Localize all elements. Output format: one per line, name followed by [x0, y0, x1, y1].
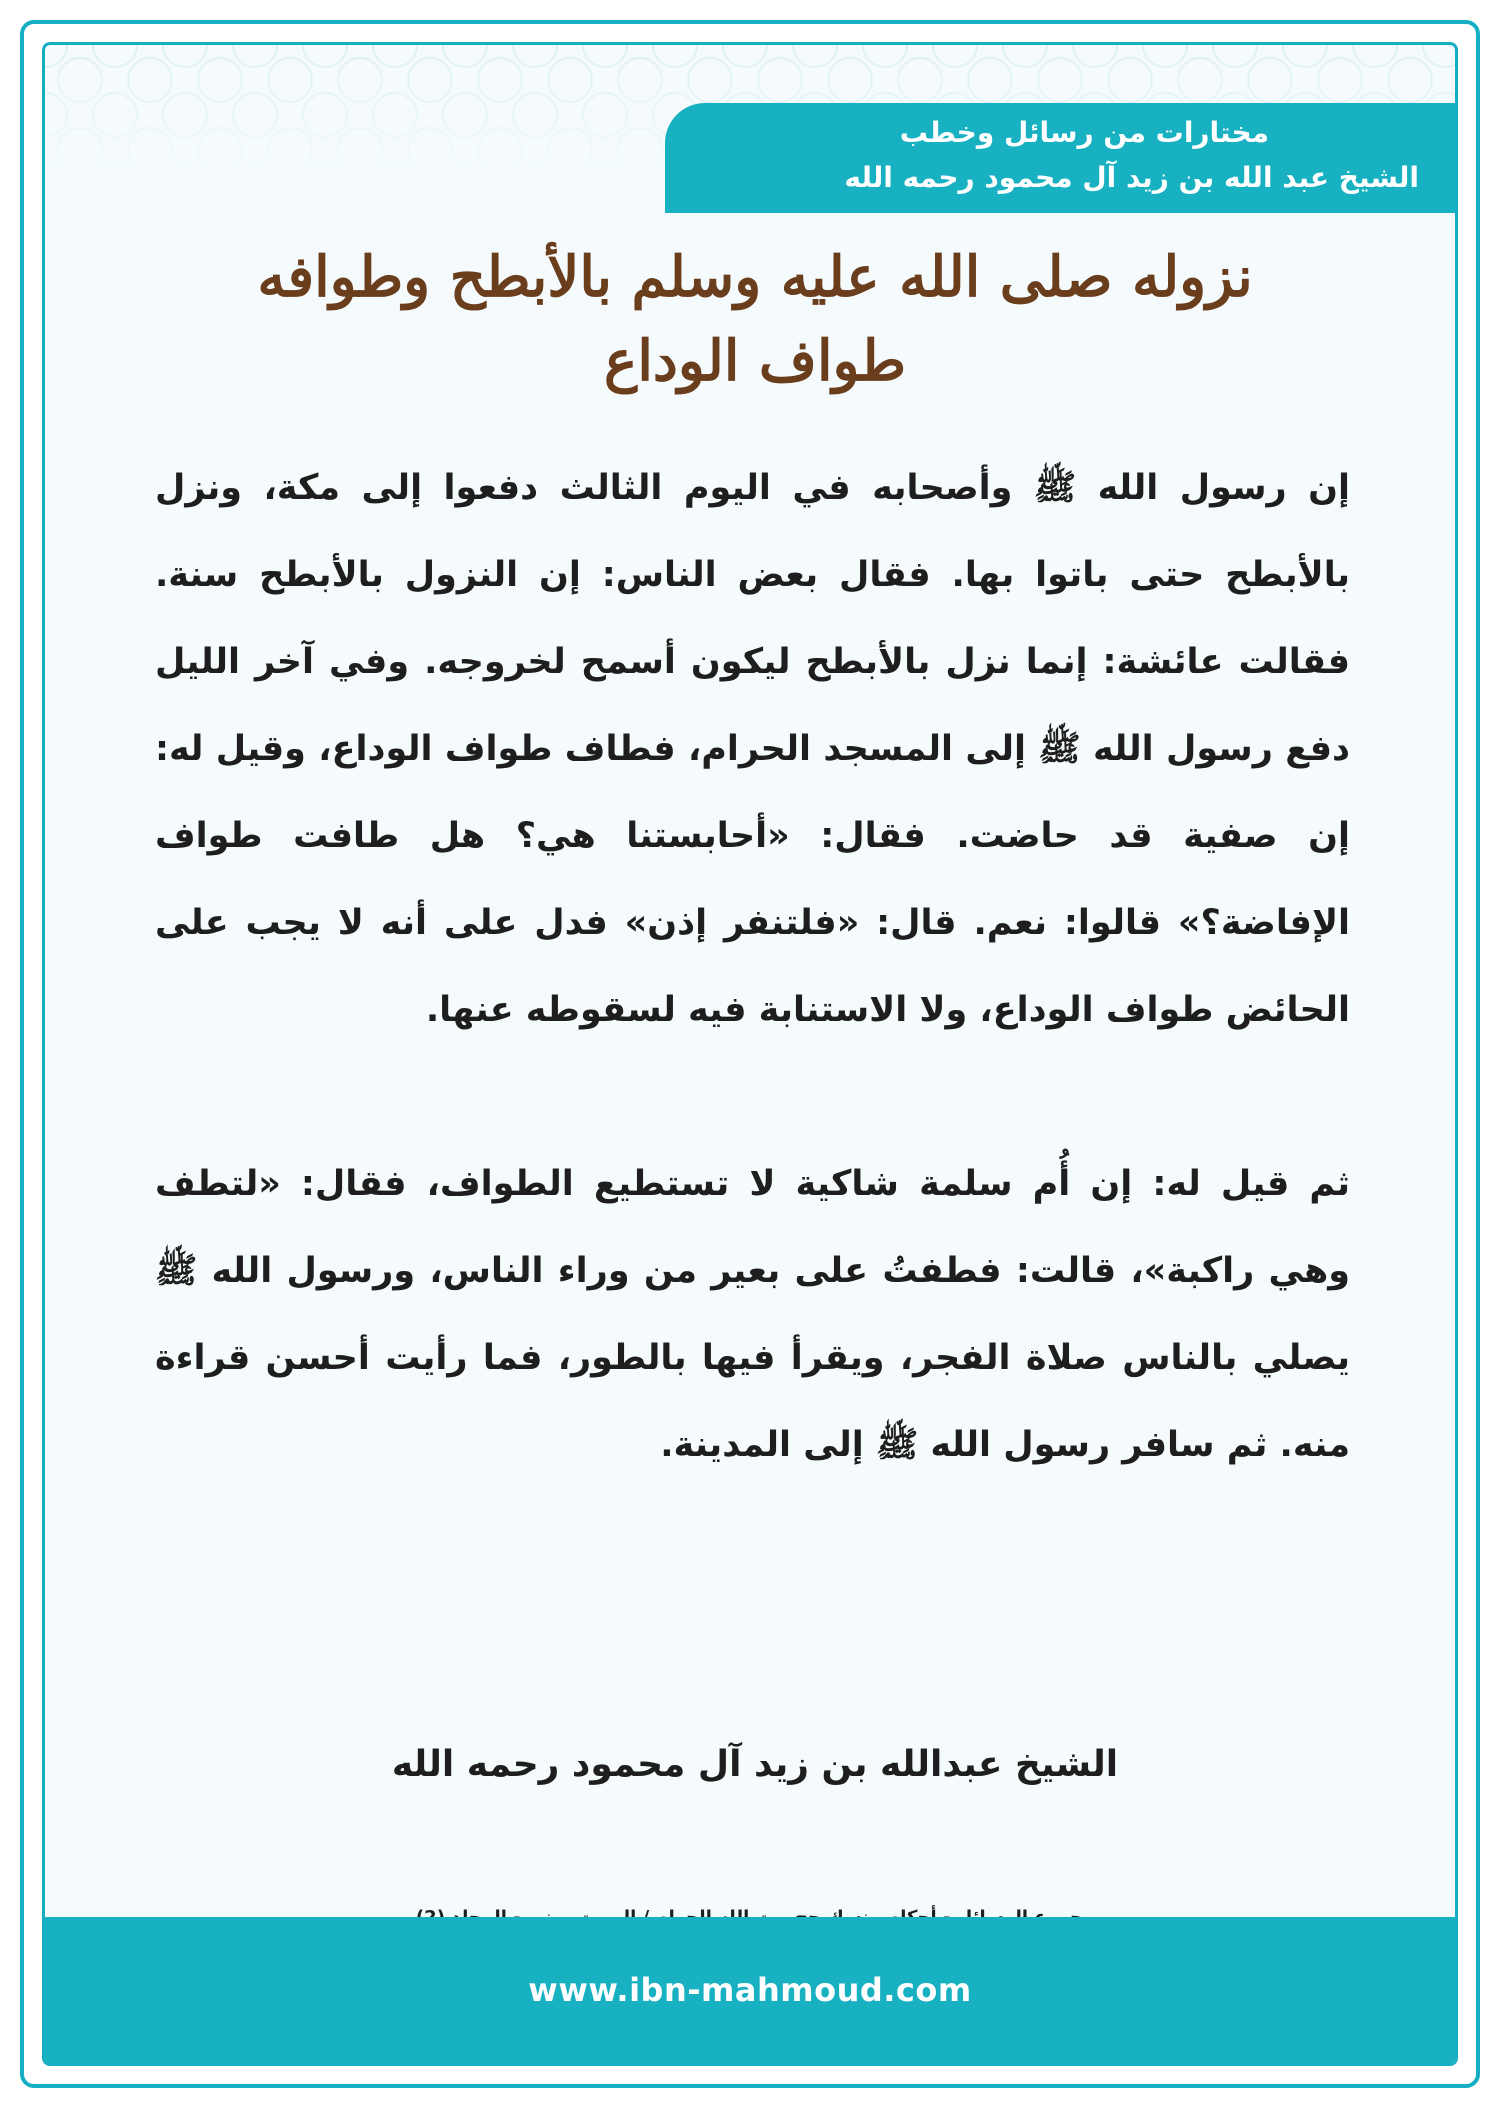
- author-signature: الشيخ عبدالله بن زيد آل محمود رحمه الله: [391, 1744, 1119, 1785]
- page-title: [105, 235, 1405, 403]
- article-body: [155, 445, 1350, 1489]
- footer-band: [45, 1917, 1455, 2063]
- title-line-2: طواف الوداع: [603, 328, 907, 394]
- website-link[interactable]: www.ibn-mahmoud.com: [528, 1971, 972, 2009]
- title-line-1: نزوله صلى الله عليه وسلم بالأبطح وطوافه: [257, 244, 1253, 310]
- header-author: الشيخ عبد الله بن زيد آل محمود رحمه الله: [844, 161, 1419, 194]
- body-paragraph-2: ثم قيل له: إن أُم سلمة شاكية لا تستطيع الطواف، فقال: «لتطف وهي راكبة»، قالت: فطفتُ على بعير من وراء الناس، ورسول الله ﷺ يصلي بالناس صلاة الفجر، ويقرأ فيها بالطور، فما رأيت أحسن قراءة منه. ثم سافر رسول الله ﷺ إلى المدينة.: [155, 1164, 1350, 1465]
- body-paragraph-1: إن رسول الله ﷺ وأصحابه في اليوم الثالث دفعوا إلى مكة، ونزل بالأبطح حتى باتوا بها. فقال بعض الناس: إن النزول بالأبطح سنة. فقالت عائشة: إنما نزل بالأبطح ليكون أسمح لخروجه. وفي آخر الليل دفع رسول الله ﷺ إلى المسجد الحرام، فطاف طواف الوداع، وقيل له: إن صفية قد حاضت. فقال: «أحابستنا هي؟ هل طافت طواف الإفاضة؟» قالوا: نعم. قال: «فلتنفر إذن» فدل على أنه لا يجب على الحائض طواف الوداع، ولا الاستنابة فيه لسقوطه عنها.: [155, 468, 1350, 1030]
- page-panel: [42, 42, 1458, 2066]
- header-series-title: مختارات من رسائل وخطب: [899, 116, 1269, 149]
- header-band: [665, 103, 1455, 213]
